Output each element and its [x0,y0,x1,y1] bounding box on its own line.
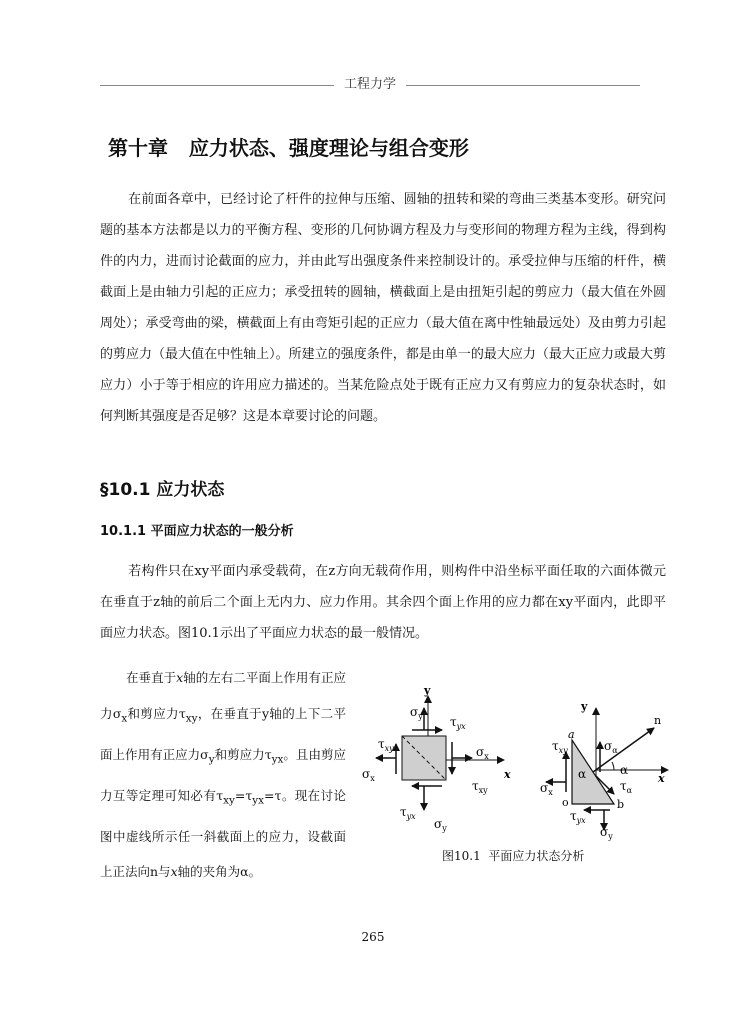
text-seg: =τ。现在讨论图中虚线所示任一斜截面上的应力，设截面上正法向n与 [100,787,347,879]
label-alpha-outer: α [620,763,629,777]
alpha-arc-outer [612,762,614,770]
text-sub: yx [271,753,284,765]
figure-10-1 [358,680,678,840]
label-right-sigma-y: $\sigma_y$ [600,825,613,841]
right-x-axis-label: x [658,772,665,785]
label-tau-yx-bottom: $\tau_{yx}$ [400,805,416,821]
text-seg: 轴的夹角为α。 [177,864,262,879]
header-title: 工程力学 [344,77,397,92]
text-seg: 在垂直于 [126,670,177,685]
figure-caption: 图10.1 平面应力状态分析 [442,849,585,863]
running-header [100,76,640,94]
label-tau-alpha: $\tau_\alpha$ [620,779,633,795]
stress-diagram [358,680,678,840]
chapter-title: 第十章 应力状态、强度理论与组合变形 [108,136,469,160]
text-sub: x [121,712,128,724]
text-sub: y [208,753,215,765]
left-y-axis-label: y [424,684,431,697]
label-sigma-x-left: $\sigma_x$ [362,767,375,783]
label-alpha-inner: α [578,767,587,781]
label-sigma-x-right: $\sigma_x$ [476,745,489,761]
label-right-tau-yx: $\tau_{yx}$ [570,809,586,825]
label-normal-n: n [654,714,662,727]
text-var: x [170,864,178,879]
label-right-tau-xy: $\tau_{xy}$ [552,739,568,755]
label-sigma-y-top: $\sigma_y$ [410,705,423,721]
text-seg: 和剪应力τ [214,746,272,762]
text-sub: xy [185,712,198,724]
plane-stress-text: 若构件只在xy平面内承受载荷，在z方向无载荷作用，则构件中沿坐标平面任取的六面体微元在垂直于z轴的前后二个面上无内力、应力作用。其余四个面上作用的应力都在xy平面内，此即平面应力状态。图10.1示出了平面应力状态的最一般情况。 [100,564,666,641]
label-sigma-alpha: $\sigma_\alpha$ [604,739,618,755]
right-wedge-diagram [540,700,668,841]
header-rule-right [406,85,640,86]
text-sub: yx [252,794,265,806]
header-rule-left [100,85,334,86]
left-element-diagram [362,684,511,833]
plane-stress-paragraph [100,556,666,649]
label-sigma-y-bottom: $\sigma_y$ [434,817,447,833]
label-tau-yx-top: $\tau_{yx}$ [450,715,466,731]
label-point-a: a [568,728,575,741]
label-tau-xy-left: $\tau_{xy}$ [378,737,394,753]
page-number: 265 [361,930,385,944]
label-point-o: o [562,796,569,809]
text-sub: xy [223,794,235,806]
text-seg: ，在垂直于y轴的上下二平面上作用有正应力σ [100,705,346,762]
right-y-axis-label: y [581,700,588,713]
label-tau-xy-right: $\tau_{xy}$ [472,779,488,795]
intro-paragraph [100,184,666,432]
label-right-sigma-x: $\sigma_x$ [540,781,553,797]
text-seg: 。且由剪应力互等定理可知必有τ [100,746,346,803]
subsection-title: 10.1.1 平面应力状态的一般分析 [100,524,294,539]
text-seg: 轴的左右二平面上作用有正应力σ [100,670,346,721]
stress-description-paragraph [100,660,346,890]
left-x-axis-label: x [504,768,511,781]
intro-text: 在前面各章中，已经讨论了杆件的拉伸与压缩、圆轴的扭转和梁的弯曲三类基本变形。研究问题的基本方法都是以力的平衡方程、变形的几何协调方程及力与变形间的物理方程为主线，得到构件的内力，进而讨论截面的应力，并由此写出强度条件来控制设计的。承受拉伸与压缩的杆件，横截面上是由轴力引起的正应力；承受扭转的圆轴，横截面上是由扭矩引起的剪应力（最大值在外圆周处）；承受弯曲的梁，横截面上有由弯矩引起的正应力（最大值在离中性轴最远处）及由剪力引起的剪应力（最大值在中性轴上）。所建立的强度条件，都是由单一的最大应力（最大正应力或最大剪应力）小于等于相应的许用应力描述的。当某危险点处于既有正应力又有剪应力的复杂状态时，如何判断其强度是否足够？这是本章要讨论的问题。 [100,192,666,424]
label-point-b: b [617,798,625,811]
text-var: x [176,670,184,685]
text-seg: 和剪应力τ [127,705,186,721]
section-title: §10.1 应力状态 [100,480,225,500]
text-seg: =τ [234,787,253,803]
